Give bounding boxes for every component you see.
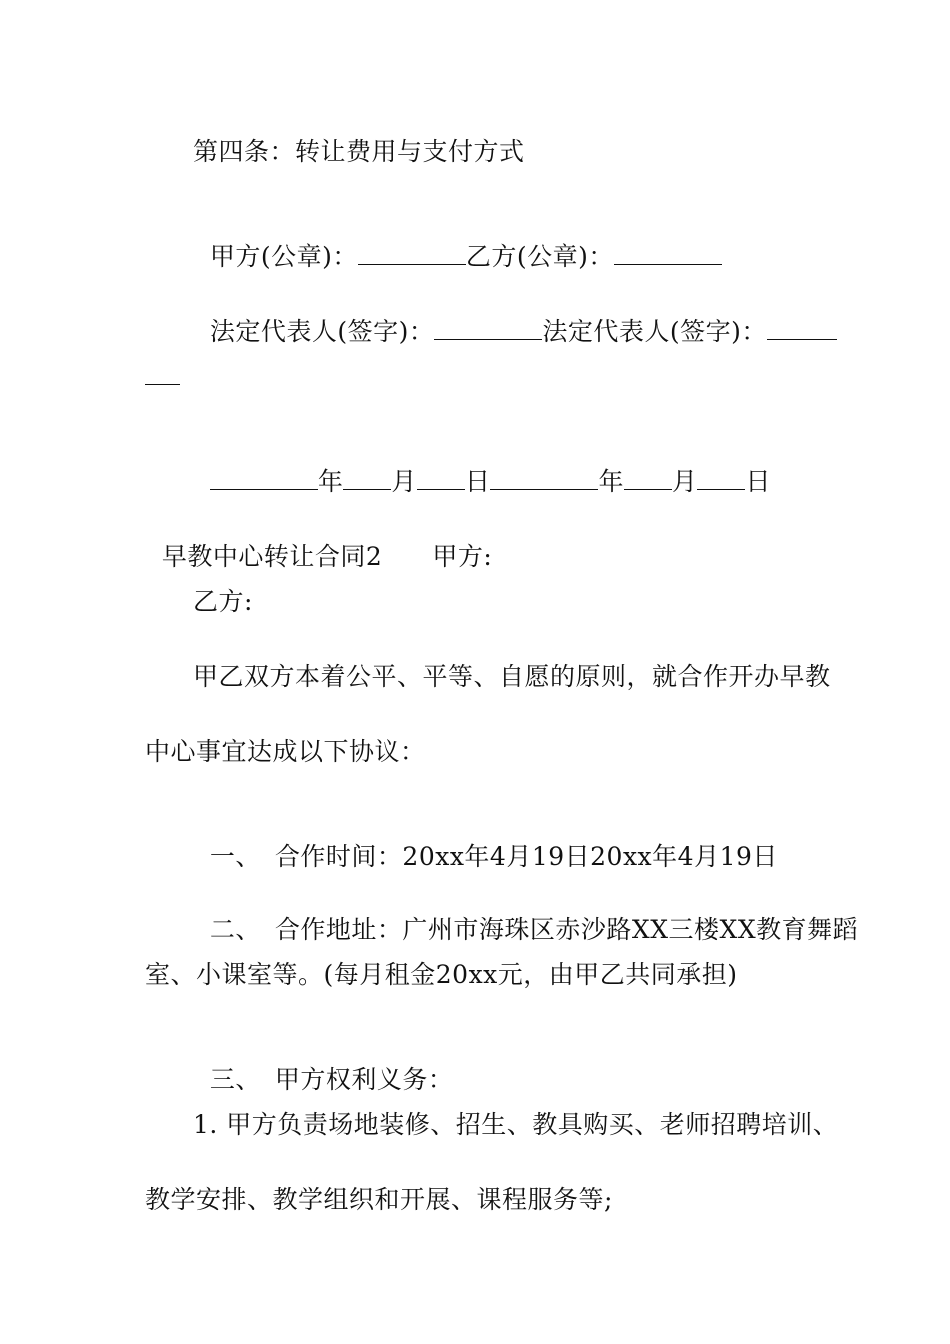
month-b-label: 月 [671,467,698,496]
year-a-label: 年 [317,467,344,496]
day-b-blank [697,467,745,490]
sub-item-1-line-2: 教学安排、教学组织和开展、课程服务等; [145,1185,613,1214]
item-3 [193,1035,453,1095]
intro-line-2: 中心事宜达成以下协议： [145,737,426,766]
article-4-heading: 第四条：转让费用与支付方式 [193,137,525,166]
rep-b-label: 法定代表人(签字)： [542,317,767,346]
day-b-label: 日 [745,467,771,496]
year-a-blank [210,467,318,490]
item-3-number: 三、 [209,1065,261,1094]
contract-2-title-line [145,512,492,572]
rep-a-label: 法定代表人(签字)： [209,317,435,346]
contract-2-title: 早教中心转让合同2 [161,542,383,571]
intro-line-1: 甲乙双方本着公平、平等、自愿的原则，就合作开办早教 [193,662,831,691]
item-3-text: 甲方权利义务： [274,1065,454,1094]
party-a-label: 甲方: [432,542,493,571]
party-a-seal-blank [358,242,466,265]
year-b-label: 年 [598,467,624,496]
rep-b-blank-tail [145,362,180,385]
party-b-seal-blank [614,242,722,265]
rep-a-blank [434,317,542,340]
rep-b-blank-continued [145,362,180,392]
date-line [193,437,771,497]
party-b-label: 乙方: [193,587,253,616]
seal-line [193,212,722,272]
item-1 [193,812,778,872]
day-a-blank [417,467,465,490]
representative-line [193,287,837,347]
month-b-blank [624,467,672,490]
year-b-blank [490,467,598,490]
party-a-seal-label: 甲方(公章)： [209,242,358,271]
item-2-text-line-2: 室、小课室等。(每月租金20xx元，由甲乙共同承担) [145,960,738,989]
item-2-number: 二、 [209,915,261,944]
item-2-text-line-1: 合作地址：广州市海珠区赤沙路XX三楼XX教育舞蹈 [274,915,859,944]
sub-item-1-line-1: 1. 甲方负责场地装修、招生、教具购买、老师招聘培训、 [193,1110,839,1139]
item-2 [193,885,858,945]
day-a-label: 日 [464,467,491,496]
item-1-number: 一、 [209,842,261,871]
item-1-text: 合作时间：20xx年4月19日20xx年4月19日 [274,842,778,871]
party-b-seal-label: 乙方(公章)： [465,242,614,271]
rep-b-blank [767,317,837,340]
month-a-blank [343,467,391,490]
month-a-label: 月 [391,467,417,496]
